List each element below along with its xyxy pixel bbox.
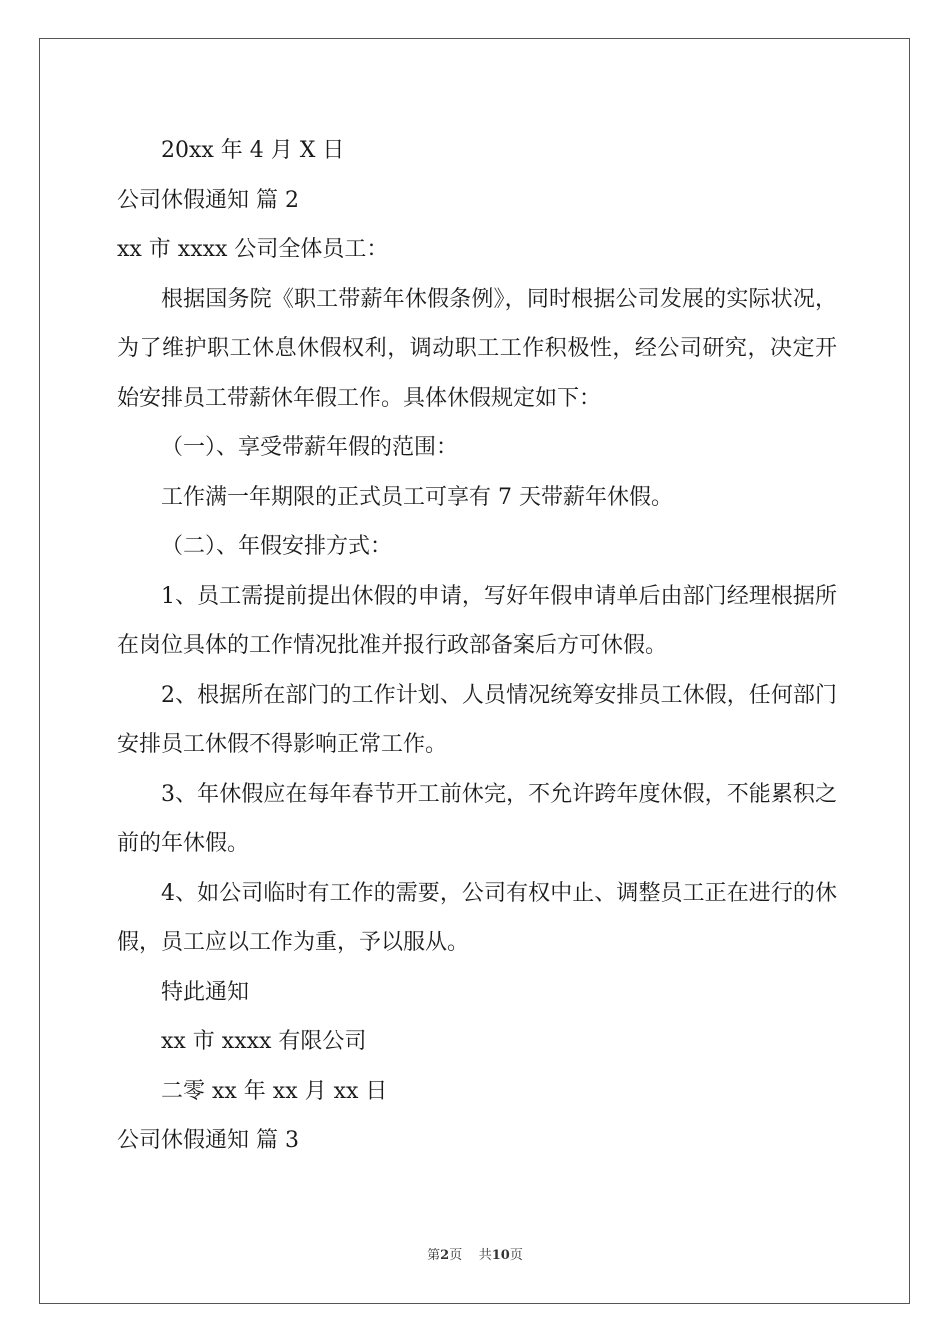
date-line: 20xx 年 4 月 X 日: [161, 138, 345, 163]
company-name: xx 市 xxxx 有限公司: [161, 1029, 367, 1054]
intro-paragraph: 根据国务院《职工带薪年休假条例》，同时根据公司发展的实际状况，为了维护职工休息休假权利，调动职工工作积极性，经公司研究，决定开始安排员工带薪休年假工作。具体休假规定如下：: [117, 286, 837, 411]
section-heading-2: 公司休假通知 篇 2: [117, 187, 299, 213]
sign-date: 二零 xx 年 xx 月 xx 日: [161, 1078, 388, 1104]
closing-line: 特此通知: [161, 979, 250, 1005]
footer-suffix: 页: [509, 1248, 523, 1263]
section-1-title: （一）、享受带薪年假的范围：: [161, 435, 459, 460]
footer-page-number: 2: [440, 1248, 450, 1263]
rule-item-2: 2、根据所在部门的工作计划、人员情况统筹安排员工休假，任何部门安排员工休假不得影响正常工作。: [117, 682, 837, 757]
section-heading-3: 公司休假通知 篇 3: [117, 1128, 299, 1153]
document-body: [117, 126, 837, 1166]
footer-page-total: 10: [491, 1248, 510, 1263]
rule-item-4: 4、如公司临时有工作的需要，公司有权中止、调整员工正在进行的休假，员工应以工作为重，予以服从。: [117, 880, 837, 955]
page-footer: [0, 1244, 950, 1263]
footer-mid: 页 共: [449, 1248, 492, 1263]
section-2-title: （二）、年假安排方式：: [161, 534, 393, 559]
rule-item-3: 3、年休假应在每年春节开工前休完，不允许跨年度休假，不能累积之前的年休假。: [117, 781, 837, 856]
section-1-body: 工作满一年期限的正式员工可享有 7 天带薪年休假。: [161, 484, 673, 510]
salutation: xx 市 xxxx 公司全体员工：: [117, 237, 389, 262]
footer-prefix: 第: [427, 1248, 441, 1263]
rule-item-1: 1、员工需提前提出休假的申请，写好年假申请单后由部门经理根据所在岗位具体的工作情况批准并报行政部备案后方可休假。: [117, 583, 837, 658]
